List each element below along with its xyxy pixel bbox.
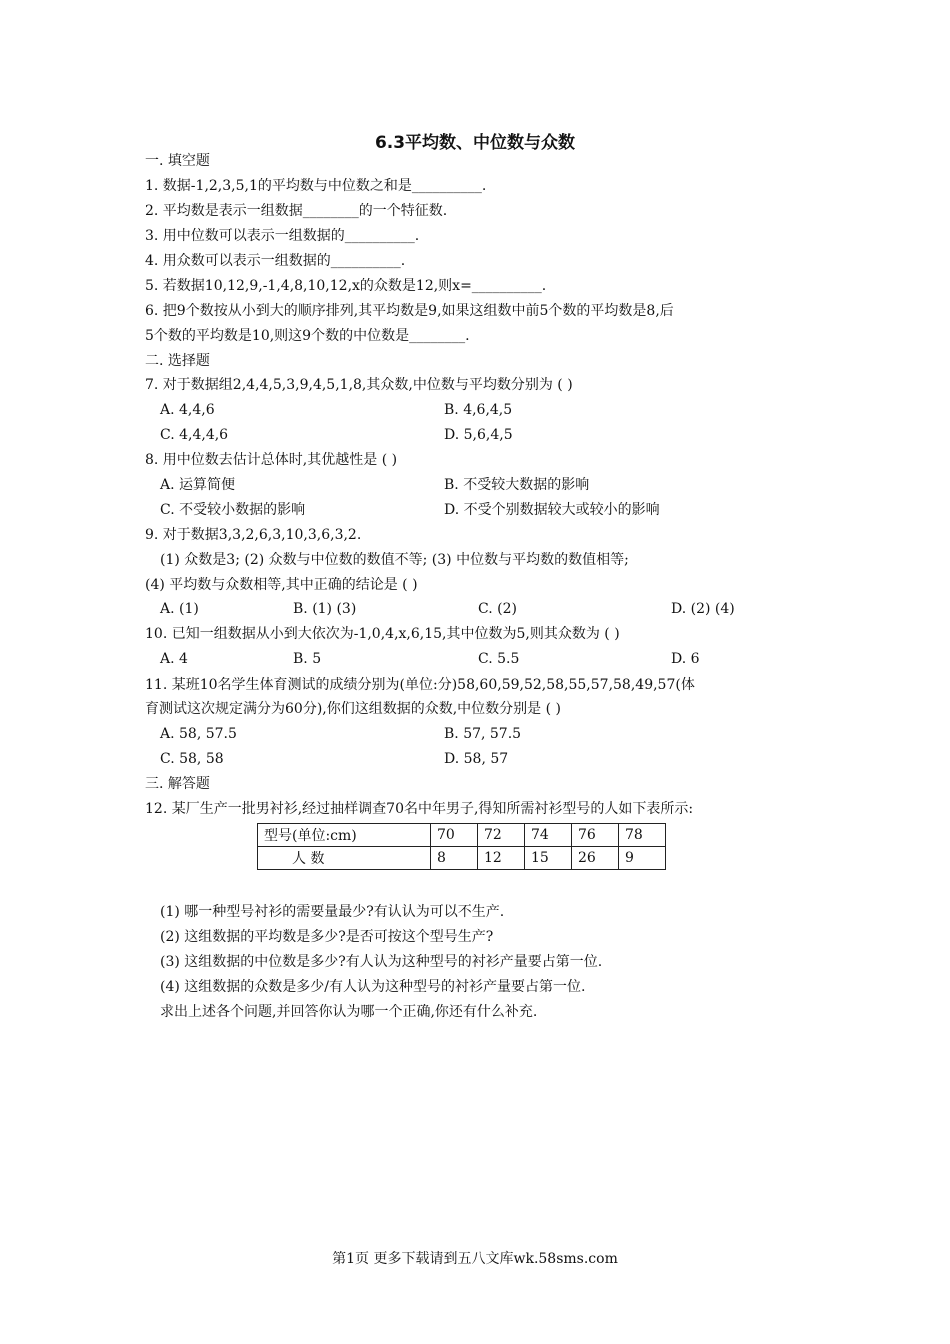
shirt-size-table <box>257 823 666 870</box>
table-cell: 人 数 <box>258 847 431 870</box>
table-cell: 15 <box>525 847 572 870</box>
table-cell: 9 <box>619 847 666 870</box>
q11-option-d: D. 58, 57 <box>444 751 509 767</box>
table-header-cell: 78 <box>619 824 666 847</box>
q7-option-c: C. 4,4,4,6 <box>160 427 229 443</box>
question-2: 2. 平均数是表示一组数据________的一个特征数. <box>145 203 448 219</box>
table-header-cell: 76 <box>572 824 619 847</box>
q9-option-c: C. (2) <box>478 601 517 617</box>
q11-option-a: A. 58, 57.5 <box>160 726 237 742</box>
section-answer: 三. 解答题 <box>145 776 210 792</box>
q8-option-a: A. 运算简便 <box>160 477 236 493</box>
q8-option-d: D. 不受个别数据较大或较小的影响 <box>444 502 660 518</box>
q9-option-d: D. (2) (4) <box>671 601 735 617</box>
question-1: 1. 数据-1,2,3,5,1的平均数与中位数之和是__________. <box>145 178 487 194</box>
part-4: (4) 这组数据的众数是多少/有人认为这种型号的衬衫产量要占第一位. <box>160 979 586 995</box>
q7-option-b: B. 4,6,4,5 <box>444 402 513 418</box>
q10-option-a: A. 4 <box>160 651 188 667</box>
table-row <box>258 847 666 870</box>
question-10: 10. 已知一组数据从小到大依次为-1,0,4,x,6,15,其中位数为5,则其众数为 ( ) <box>145 626 620 642</box>
question-9-statements: (1) 众数是3; (2) 众数与中位数的数值不等; (3) 中位数与平均数的数值相等; <box>160 552 629 568</box>
question-6-line-2: 5个数的平均数是10,则这9个数的中位数是________. <box>145 328 470 344</box>
table-cell: 12 <box>478 847 525 870</box>
q8-option-c: C. 不受较小数据的影响 <box>160 502 306 518</box>
q11-option-c: C. 58, 58 <box>160 751 224 767</box>
q10-option-b: B. 5 <box>293 651 322 667</box>
question-9: 9. 对于数据3,3,2,6,3,10,3,6,3,2. <box>145 527 362 543</box>
table-cell: 26 <box>572 847 619 870</box>
table-header-cell: 型号(单位:cm) <box>258 824 431 847</box>
question-11-line-2: 育测试这次规定满分为60分),你们这组数据的众数,中位数分别是 ( ) <box>145 701 561 717</box>
table-header-cell: 74 <box>525 824 572 847</box>
q9-option-a: A. (1) <box>160 601 199 617</box>
q10-option-c: C. 5.5 <box>478 651 520 667</box>
page-title: 6.3平均数、中位数与众数 <box>374 133 576 153</box>
question-3: 3. 用中位数可以表示一组数据的__________. <box>145 228 420 244</box>
table-header-cell: 70 <box>431 824 478 847</box>
question-7: 7. 对于数据组2,4,4,5,3,9,4,5,1,8,其众数,中位数与平均数分别为 ( ) <box>145 377 573 393</box>
question-6-line-1: 6. 把9个数按从小到大的顺序排列,其平均数是9,如果这组数中前5个数的平均数是8,后 <box>145 303 674 319</box>
part-5: 求出上述各个问题,并回答你认为哪一个正确,你还有什么补充. <box>160 1004 538 1020</box>
question-4: 4. 用众数可以表示一组数据的__________. <box>145 253 406 269</box>
section-multiple-choice: 二. 选择题 <box>145 353 210 369</box>
q11-option-b: B. 57, 57.5 <box>444 726 522 742</box>
question-12: 12. 某厂生产一批男衬衫,经过抽样调查70名中年男子,得知所需衬衫型号的人如下表所示: <box>145 801 694 817</box>
q8-option-b: B. 不受较大数据的影响 <box>444 477 590 493</box>
question-9-stem: (4) 平均数与众数相等,其中正确的结论是 ( ) <box>145 577 418 593</box>
question-11-line-1: 11. 某班10名学生体育测试的成绩分别为(单位:分)58,60,59,52,58,55,57,58,49,57(体 <box>145 677 695 693</box>
part-2: (2) 这组数据的平均数是多少?是否可按这个型号生产? <box>160 929 494 945</box>
q7-option-d: D. 5,6,4,5 <box>444 427 513 443</box>
section-fill-in: 一. 填空题 <box>145 153 210 169</box>
q7-option-a: A. 4,4,6 <box>160 402 215 418</box>
q10-option-d: D. 6 <box>671 651 700 667</box>
question-5: 5. 若数据10,12,9,-1,4,8,10,12,x的众数是12,则x=__________. <box>145 278 547 294</box>
table-header-cell: 72 <box>478 824 525 847</box>
part-3: (3) 这组数据的中位数是多少?有人认为这种型号的衬衫产量要占第一位. <box>160 954 603 970</box>
table-cell: 8 <box>431 847 478 870</box>
page-footer: 第1页 更多下载请到五八文库wk.58sms.com <box>332 1251 618 1267</box>
question-8: 8. 用中位数去估计总体时,其优越性是 ( ) <box>145 452 398 468</box>
q9-option-b: B. (1) (3) <box>293 601 357 617</box>
table-row <box>258 824 666 847</box>
part-1: (1) 哪一种型号衬衫的需要量最少?有认认为可以不生产. <box>160 904 505 920</box>
